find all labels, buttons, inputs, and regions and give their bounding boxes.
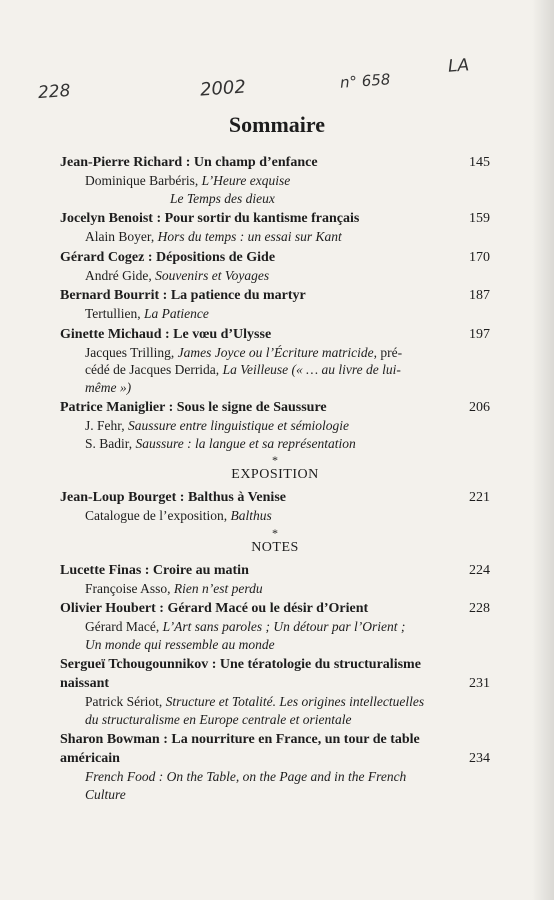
page-number: 234 xyxy=(469,751,490,766)
reviewed-work: Dominique Barbéris, L’Heure exquise xyxy=(85,173,291,188)
page-number: 145 xyxy=(469,155,490,170)
page-number: 224 xyxy=(469,562,490,578)
entry-heading: Sharon Bowman : La nourriture en France, un tour de table américain xyxy=(60,732,420,766)
toc-entry xyxy=(60,398,490,452)
entry-heading: Ginette Michaud : Le vœu d’Ulysse xyxy=(60,326,272,342)
entry-heading: Gérard Cogez : Dépositions de Gide xyxy=(60,249,276,265)
entry-heading: Sergueï Tchougounnikov : Une tératologie du structuralisme naissant xyxy=(60,657,421,691)
reviewed-work: Catalogue de l’exposition, Balthus xyxy=(85,508,272,523)
section-heading-notes: NOTES xyxy=(251,539,299,555)
reviewed-work: Le Temps des dieux xyxy=(170,190,275,206)
reviewed-work: Culture xyxy=(85,786,126,802)
reviewed-work: S. Badir, Saussure : la langue et sa représentation xyxy=(85,435,356,451)
reviewed-work: Jacques Trilling, James Joyce ou l’Écriture matricide, pré- xyxy=(85,344,403,360)
toc-entry xyxy=(60,561,490,598)
reviewed-work: Françoise Asso, Rien n’est perdu xyxy=(85,580,263,596)
toc-entry xyxy=(60,153,490,207)
page-number: 231 xyxy=(469,676,490,691)
reviewed-work: André Gide, Souvenirs et Voyages xyxy=(85,267,270,283)
page-number: 228 xyxy=(469,601,490,616)
handwritten-note: 228 xyxy=(37,80,72,104)
toc-entry xyxy=(60,286,490,323)
handwritten-note: 2002 xyxy=(199,76,247,101)
reviewed-work: Patrick Sériot, Structure et Totalité. Les origines intellectuelles xyxy=(85,694,425,709)
page-number: 170 xyxy=(469,249,490,265)
reviewed-work: même ») xyxy=(85,379,132,395)
toc-entry xyxy=(60,730,490,803)
page-number: 197 xyxy=(469,326,490,342)
reviewed-work: Alain Boyer, Hors du temps : un essai sur Kant xyxy=(85,229,342,244)
section-heading-exposition: EXPOSITION xyxy=(231,467,319,482)
reviewed-work: French Food : On the Table, on the Page and in the French xyxy=(85,769,407,784)
page-number: 187 xyxy=(469,288,490,303)
entry-heading: Jean-Pierre Richard : Un champ d’enfance xyxy=(60,155,318,170)
toc-entry xyxy=(60,599,490,653)
reviewed-work: Tertullien, La Patience xyxy=(85,306,209,321)
reviewed-work: Gérard Macé, L’Art sans paroles ; Un détour par l’Orient ; xyxy=(85,619,406,634)
entry-heading: Olivier Houbert : Gérard Macé ou le désir d’Orient xyxy=(60,601,369,616)
handwritten-note: n° 658 xyxy=(339,70,391,92)
entry-heading: Patrice Maniglier : Sous le signe de Saussure xyxy=(60,400,327,415)
entry-heading: Jocelyn Benoist : Pour sortir du kantisme français xyxy=(60,211,360,226)
entry-heading: Bernard Bourrit : La patience du martyr xyxy=(60,288,306,303)
table-of-contents xyxy=(60,153,490,805)
page-number: 206 xyxy=(469,400,490,415)
page-number: 159 xyxy=(469,211,490,226)
reviewed-work: du structuralisme en Europe centrale et orientale xyxy=(85,711,352,727)
page-number: 221 xyxy=(469,490,490,505)
toc-entry xyxy=(60,248,490,285)
page-title: Sommaire xyxy=(228,112,326,137)
toc-entry xyxy=(60,325,490,397)
reviewed-work: J. Fehr, Saussure entre linguistique et sémiologie xyxy=(85,418,349,433)
toc-entry xyxy=(60,488,490,525)
section-separator: * xyxy=(272,525,278,540)
toc-entry xyxy=(60,209,490,246)
reviewed-work: Un monde qui ressemble au monde xyxy=(85,636,275,652)
toc-entry xyxy=(60,655,490,728)
handwritten-note: LA xyxy=(447,55,470,77)
section-separator: * xyxy=(272,453,278,467)
entry-heading: Lucette Finas : Croire au matin xyxy=(60,562,249,578)
entry-heading: Jean-Loup Bourget : Balthus à Venise xyxy=(60,490,286,505)
reviewed-work: cédé de Jacques Derrida, La Veilleuse (« … au livre de lui- xyxy=(85,362,401,377)
